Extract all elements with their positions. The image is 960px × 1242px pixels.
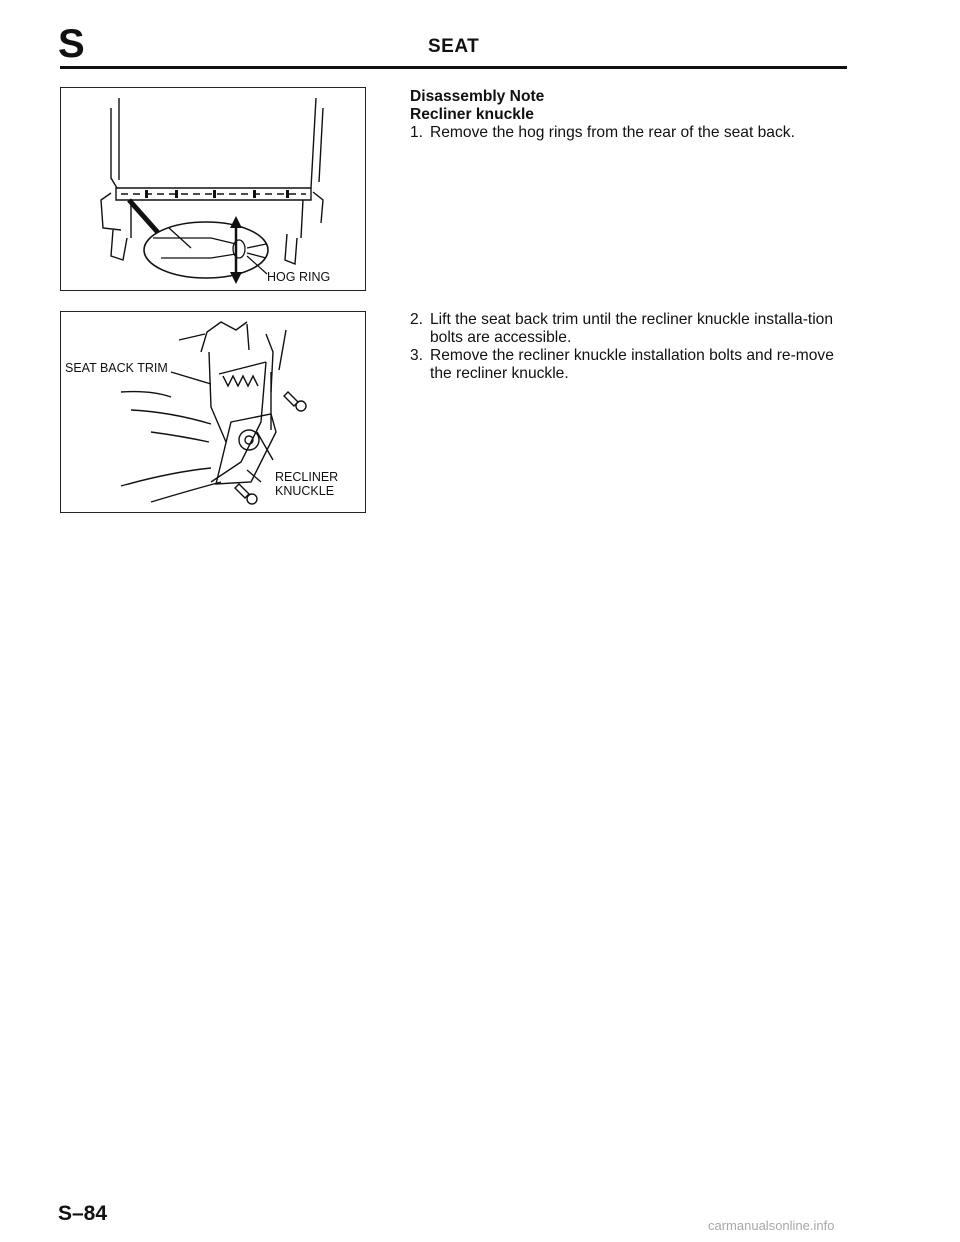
page-number: S–84 (58, 1202, 108, 1225)
label-recliner-knuckle-line2: KNUCKLE (275, 484, 335, 498)
step-text: Lift the seat back trim until the recliner knuckle installa-tion bolts are accessible. (430, 311, 834, 346)
step-1 (410, 124, 840, 142)
step-number: 1. (410, 124, 424, 141)
step-3 (410, 347, 842, 383)
heading-recliner-knuckle: Recliner knuckle (410, 106, 534, 123)
figure-hog-ring (60, 87, 366, 291)
label-seat-back-trim: SEAT BACK TRIM (65, 361, 168, 375)
step-2 (410, 311, 842, 347)
hog-ring-illustration (61, 88, 365, 290)
step-text: Remove the recliner knuckle installation bolts and re-move the recliner knuckle. (430, 347, 834, 382)
header-rule (60, 66, 847, 69)
instructions-block-2 (410, 311, 842, 383)
heading-disassembly-note: Disassembly Note (410, 88, 545, 105)
watermark: carmanualsonline.info (708, 1218, 835, 1233)
label-hog-ring: HOG RING (267, 270, 331, 284)
label-recliner-knuckle-line1: RECLINER (275, 470, 339, 484)
section-letter: S (58, 22, 85, 66)
figure-recliner-knuckle (60, 311, 366, 513)
instructions-block-1 (410, 88, 840, 142)
page-title: SEAT (428, 36, 480, 57)
step-text: Remove the hog rings from the rear of the seat back. (430, 124, 795, 141)
step-number: 3. (410, 347, 424, 364)
step-number: 2. (410, 311, 424, 328)
